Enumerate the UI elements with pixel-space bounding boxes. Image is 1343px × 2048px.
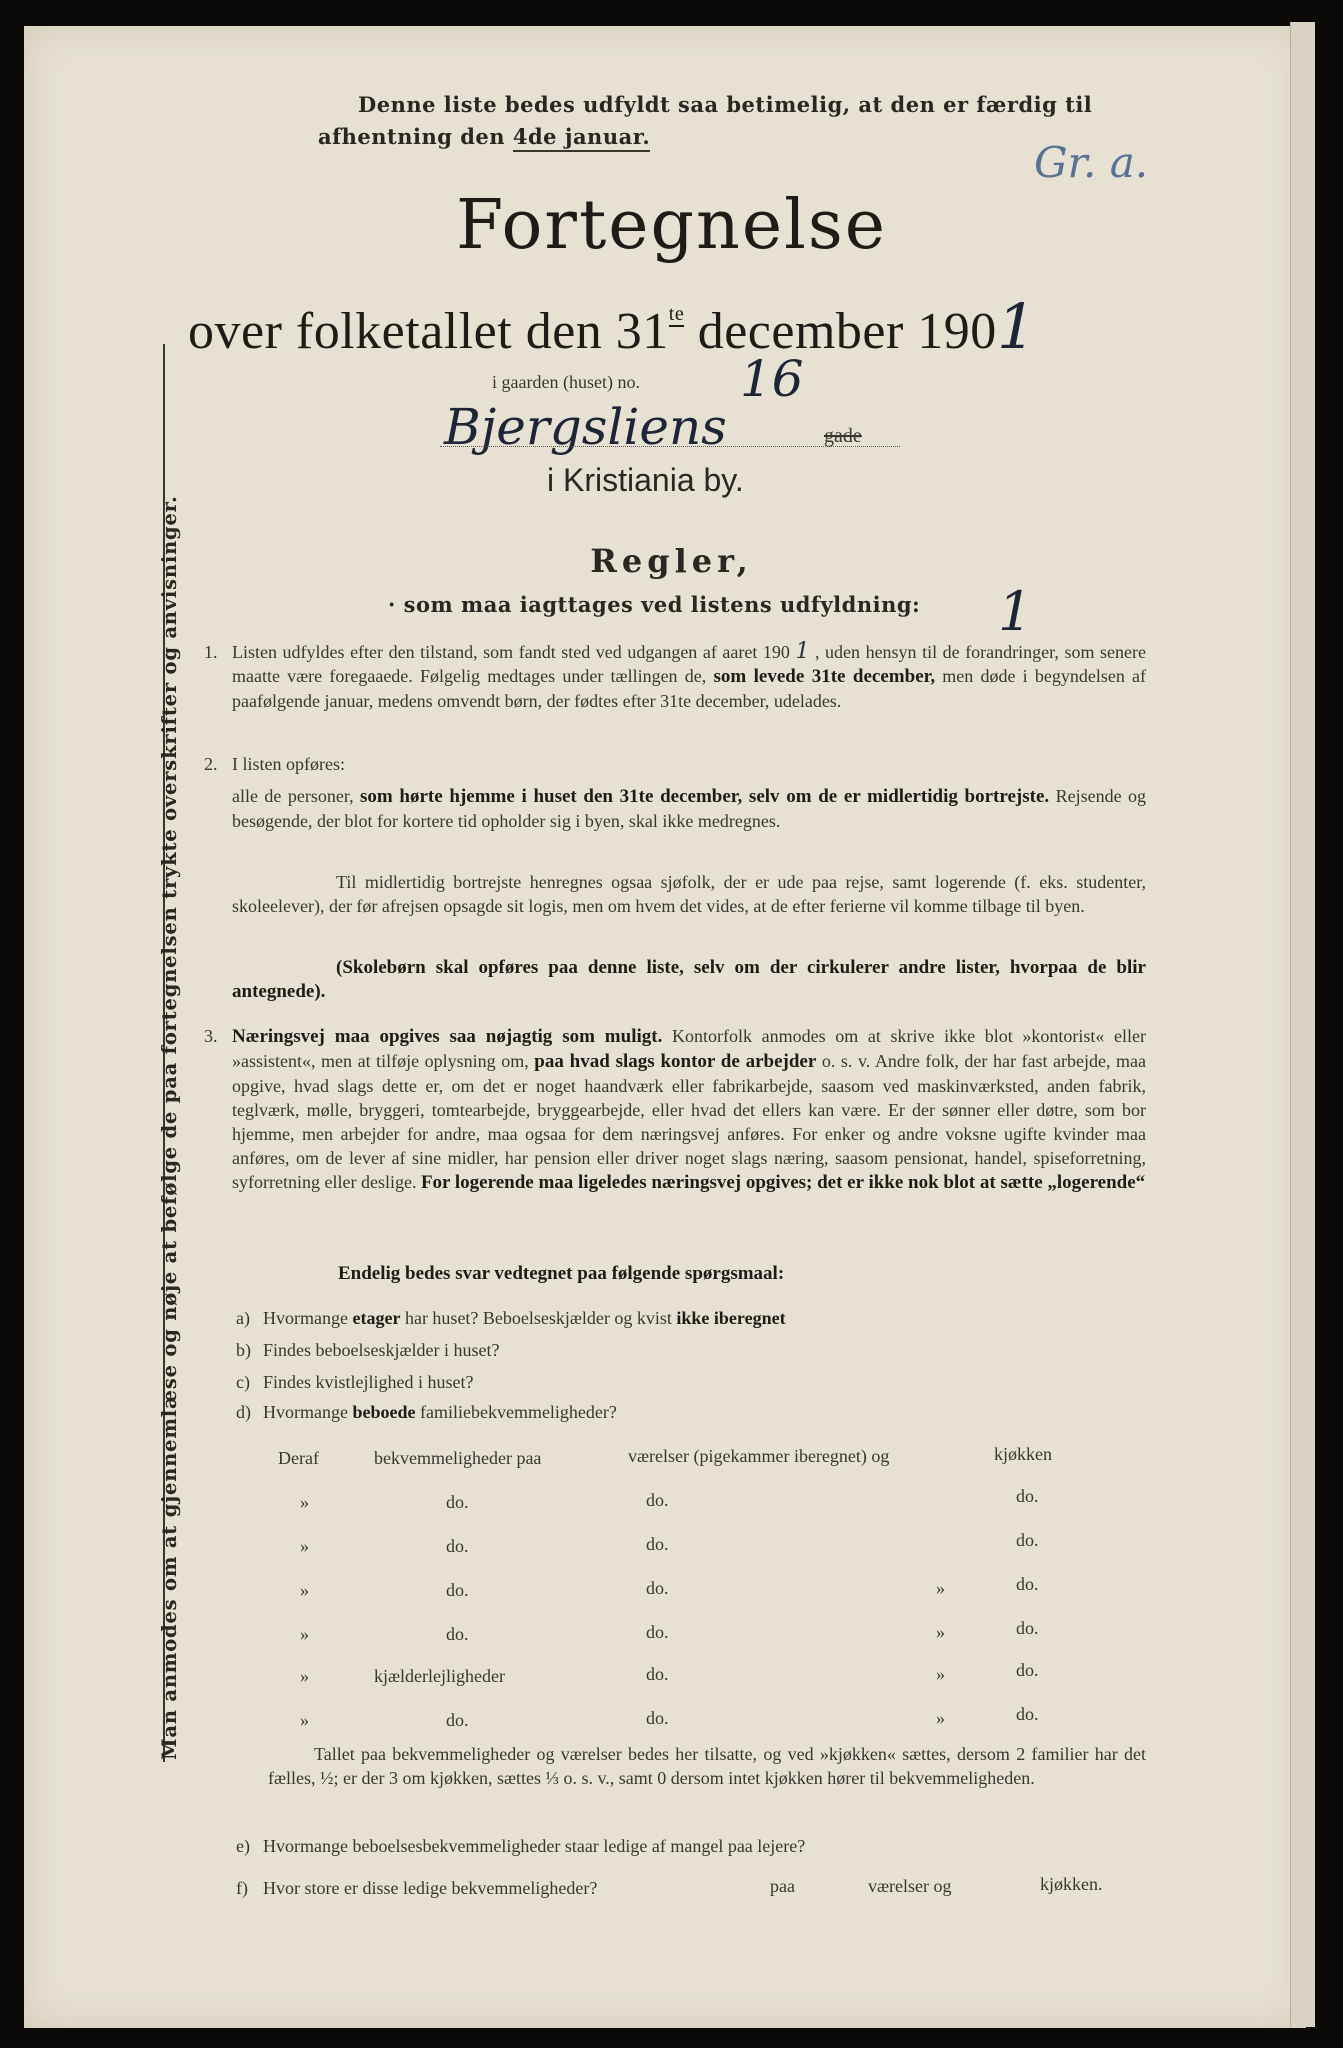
subtitle <box>188 290 1037 363</box>
row-mid-mark: » <box>936 1664 945 1684</box>
rule-2-number: 2. <box>204 754 218 774</box>
row-col3: do. <box>1016 1660 1039 1680</box>
question-e-letter: e) <box>236 1836 250 1856</box>
row-mark: » <box>300 1624 309 1644</box>
row-col2: do. <box>646 1622 669 1642</box>
row-col2: do. <box>646 1534 669 1554</box>
row-col1: do. <box>446 1536 469 1556</box>
row-col2: do. <box>646 1664 669 1684</box>
question-b: Findes beboelseskjælder i huset? <box>263 1340 500 1360</box>
question-a-bold: etager <box>352 1308 401 1328</box>
subtitle-month: december 190 <box>697 303 997 360</box>
row-mid-mark: » <box>936 1578 945 1598</box>
table-header-col2: værelser (pigekammer iberegnet) og <box>628 1446 890 1466</box>
side-instruction: Man anmodes om at gjennemlæse og nøje at befølge de paa fortegnelsen trykte overskrifter og anvisninger. <box>158 495 181 1760</box>
rules-subheading-text: som maa iagttages ved listens udfyldning: <box>403 592 921 617</box>
rule-3-bold-b: paa hvad slags kontor de arbejder <box>534 1051 817 1072</box>
question-b-letter: b) <box>236 1340 251 1360</box>
question-d-part-a: Hvormange <box>263 1402 348 1422</box>
rule-1-number: 1. <box>204 642 218 662</box>
question-d-letter: d) <box>236 1402 251 1422</box>
row-col1: do. <box>446 1624 469 1644</box>
city: i Kristiania by. <box>547 462 744 498</box>
row-col3: do. <box>1016 1618 1039 1638</box>
row-col1: do. <box>446 1710 469 1730</box>
row-col3: do. <box>1016 1574 1039 1594</box>
row-col1: do. <box>446 1580 469 1600</box>
question-e: Hvormange beboelsesbekvemmeligheder staar ledige af mangel paa lejere? <box>263 1836 806 1856</box>
subtitle-text: over folketallet den 31 <box>188 303 669 360</box>
rule-1-part-b: , uden hensyn til de forandringer, som senere maatte være foregaaede. Følgelig medtages under tællingen de, <box>232 642 1146 686</box>
rule-2-part-b: Rejsende og besøgende, der blot for kortere tid opholder sig i byen, skal ikke medregnes. <box>232 786 1147 831</box>
row-col3: do. <box>1016 1530 1039 1550</box>
row-mid-mark: » <box>936 1622 945 1642</box>
rule-2-text <box>232 784 1146 833</box>
question-a-letter: a) <box>236 1308 250 1328</box>
rule-3-number: 3. <box>204 1026 218 1046</box>
rule-1-bold: som levede 31te december, <box>713 666 936 687</box>
rules-subheading: · som maa iagttages ved listens udfyldning: <box>388 592 921 617</box>
question-c: Findes kvistlejlighed i huset? <box>263 1372 474 1392</box>
row-col3: do. <box>1016 1486 1039 1506</box>
question-f: Hvor store er disse ledige bekvemmeligheder? <box>263 1878 598 1898</box>
row-mid-mark: » <box>936 1708 945 1728</box>
street-name: Bjergsliens <box>444 398 727 456</box>
row-col2: do. <box>646 1578 669 1598</box>
rule-2-intro: I listen opføres: <box>232 754 345 774</box>
rule-2-para-2: Til midlertidig bortrejste henregnes ogsaa sjøfolk, der er ude paa rejse, samt logerende (f. eks. studenter, skoleelever), der før afrejsen opsagde sit logis, men om hvem det vides, at de efter ferierne vil komme tilbage til byen. <box>232 872 1146 916</box>
rules-heading: Regler, <box>590 542 753 580</box>
question-f-letter: f) <box>236 1878 248 1898</box>
question-d-bold: beboede <box>352 1402 416 1422</box>
notice-prefix: afhentning den <box>318 124 506 149</box>
row-mark: » <box>300 1536 309 1556</box>
corner-handwriting: Gr. a. <box>1034 138 1149 187</box>
question-a-part-a: Hvormange <box>263 1308 348 1328</box>
question-c-letter: c) <box>236 1372 250 1392</box>
table-header-deraf: Deraf <box>278 1448 319 1468</box>
rule-3-bold-c: For logerende maa ligeledes næringsvej opgives; det er ikke nok blot at sætte „logerende“ <box>420 1172 1146 1193</box>
question-f-paa: paa <box>770 1876 795 1896</box>
rule-1-year: 1 <box>795 639 810 664</box>
house-number: 16 <box>740 350 804 408</box>
row-col3: do. <box>1016 1704 1039 1724</box>
row-col1: kjælderlejligheder <box>374 1666 505 1686</box>
question-a <box>263 1306 786 1330</box>
row-col2: do. <box>646 1708 669 1728</box>
rule-2-bold: som hørte hjemme i huset den 31te december, selv om de er midlertidig bortrejste. <box>360 786 1050 807</box>
row-mark: » <box>300 1710 309 1730</box>
question-a-part-b: har huset? Beboelseskjælder og kvist <box>404 1308 672 1328</box>
page-title: Fortegnelse <box>456 186 887 265</box>
rule-1-text <box>232 640 1146 713</box>
question-d-part-b: familiebekvemmeligheder? <box>419 1402 617 1422</box>
rule-3-part-a: Kontorfolk anmodes om at skrive ikke blot »kontorist« eller »assistent«, men at tilføje oplysning om, <box>232 1026 1146 1071</box>
row-mark: » <box>300 1580 309 1600</box>
rule-1-part-a: Listen udfyldes efter den tilstand, som fandt sted ved udgangen af aaret 190 <box>232 642 790 662</box>
row-col1: do. <box>446 1492 469 1512</box>
question-a-bold-b: ikke iberegnet <box>676 1308 786 1328</box>
gade-struck: gade <box>824 425 862 447</box>
notice-line-2 <box>318 124 650 149</box>
address-label: i gaarden (huset) no. <box>492 372 640 392</box>
row-mark: » <box>300 1666 309 1686</box>
row-mark: » <box>300 1492 309 1512</box>
handwritten-mark: 1 <box>998 580 1033 643</box>
notice-line-1: Denne liste bedes udfyldt saa betimelig, at den er færdig til <box>358 92 1093 117</box>
rule-3-text <box>232 1024 1146 1195</box>
table-note: Tallet paa bekvemmeligheder og værelser bedes her tilsatte, og ved »kjøkken« sættes, dersom 2 familier har det fælles, ½; er der 3 om kjøkken, sættes ⅓ o. s. v., samt 0 dersom intet kjøkken hører til bekvemmeligheden. <box>268 1744 1146 1788</box>
questions-heading: Endelig bedes svar vedtegnet paa følgende spørgsmaal: <box>338 1263 785 1284</box>
rule-2-para-3: (Skolebørn skal opføres paa denne liste, selv om der cirkulerer andre lister, hvorpaa de blir antegnede). <box>232 957 1146 1002</box>
question-f-kjokken: kjøkken. <box>1040 1874 1103 1894</box>
table-header-col1: bekvemmeligheder paa <box>374 1448 542 1468</box>
rule-3-part-b: o. s. v. Andre folk, der har fast arbejde, maa opgive, hvad slags dette er, om det er noget haandværk eller fabrikarbejde, saasom ved maskinværksted, anden fabrik, teglværk, mølle, bryggeri, tomtearbejde, bryggearbejde, eller hvad det ellers kan være. Er der sønner eller døtre, som bor hjemme, men arbejder for andre, maa ogsaa for dem næringsvej anføres. For enker og andre voksne ugifte kvinder maa anføres, om de lever af sine midler, har pension eller driver noget slags næring, saasom pensionat, handel, spiseforretning, syforretning eller deslige. <box>232 1051 1147 1192</box>
paper-edge <box>1290 22 1315 2027</box>
question-d <box>263 1400 617 1424</box>
rule-2-part-a: alle de personer, <box>232 786 354 806</box>
notice-date: 4de januar. <box>513 124 650 152</box>
rule-3-bold-a: Næringsvej maa opgives saa nøjagtig som muligt. <box>232 1026 663 1047</box>
question-f-vaerelser: værelser og <box>868 1876 952 1896</box>
table-header-col3: kjøkken <box>994 1444 1052 1464</box>
rule-1-part-c: men døde i begyndelsen af paafølgende januar, medens omvendt børn, der fødtes efter 31te december, udelades. <box>232 666 1147 711</box>
subtitle-sup: te <box>668 303 685 325</box>
handwritten-year: 1 <box>996 290 1037 363</box>
row-col2: do. <box>646 1490 669 1510</box>
